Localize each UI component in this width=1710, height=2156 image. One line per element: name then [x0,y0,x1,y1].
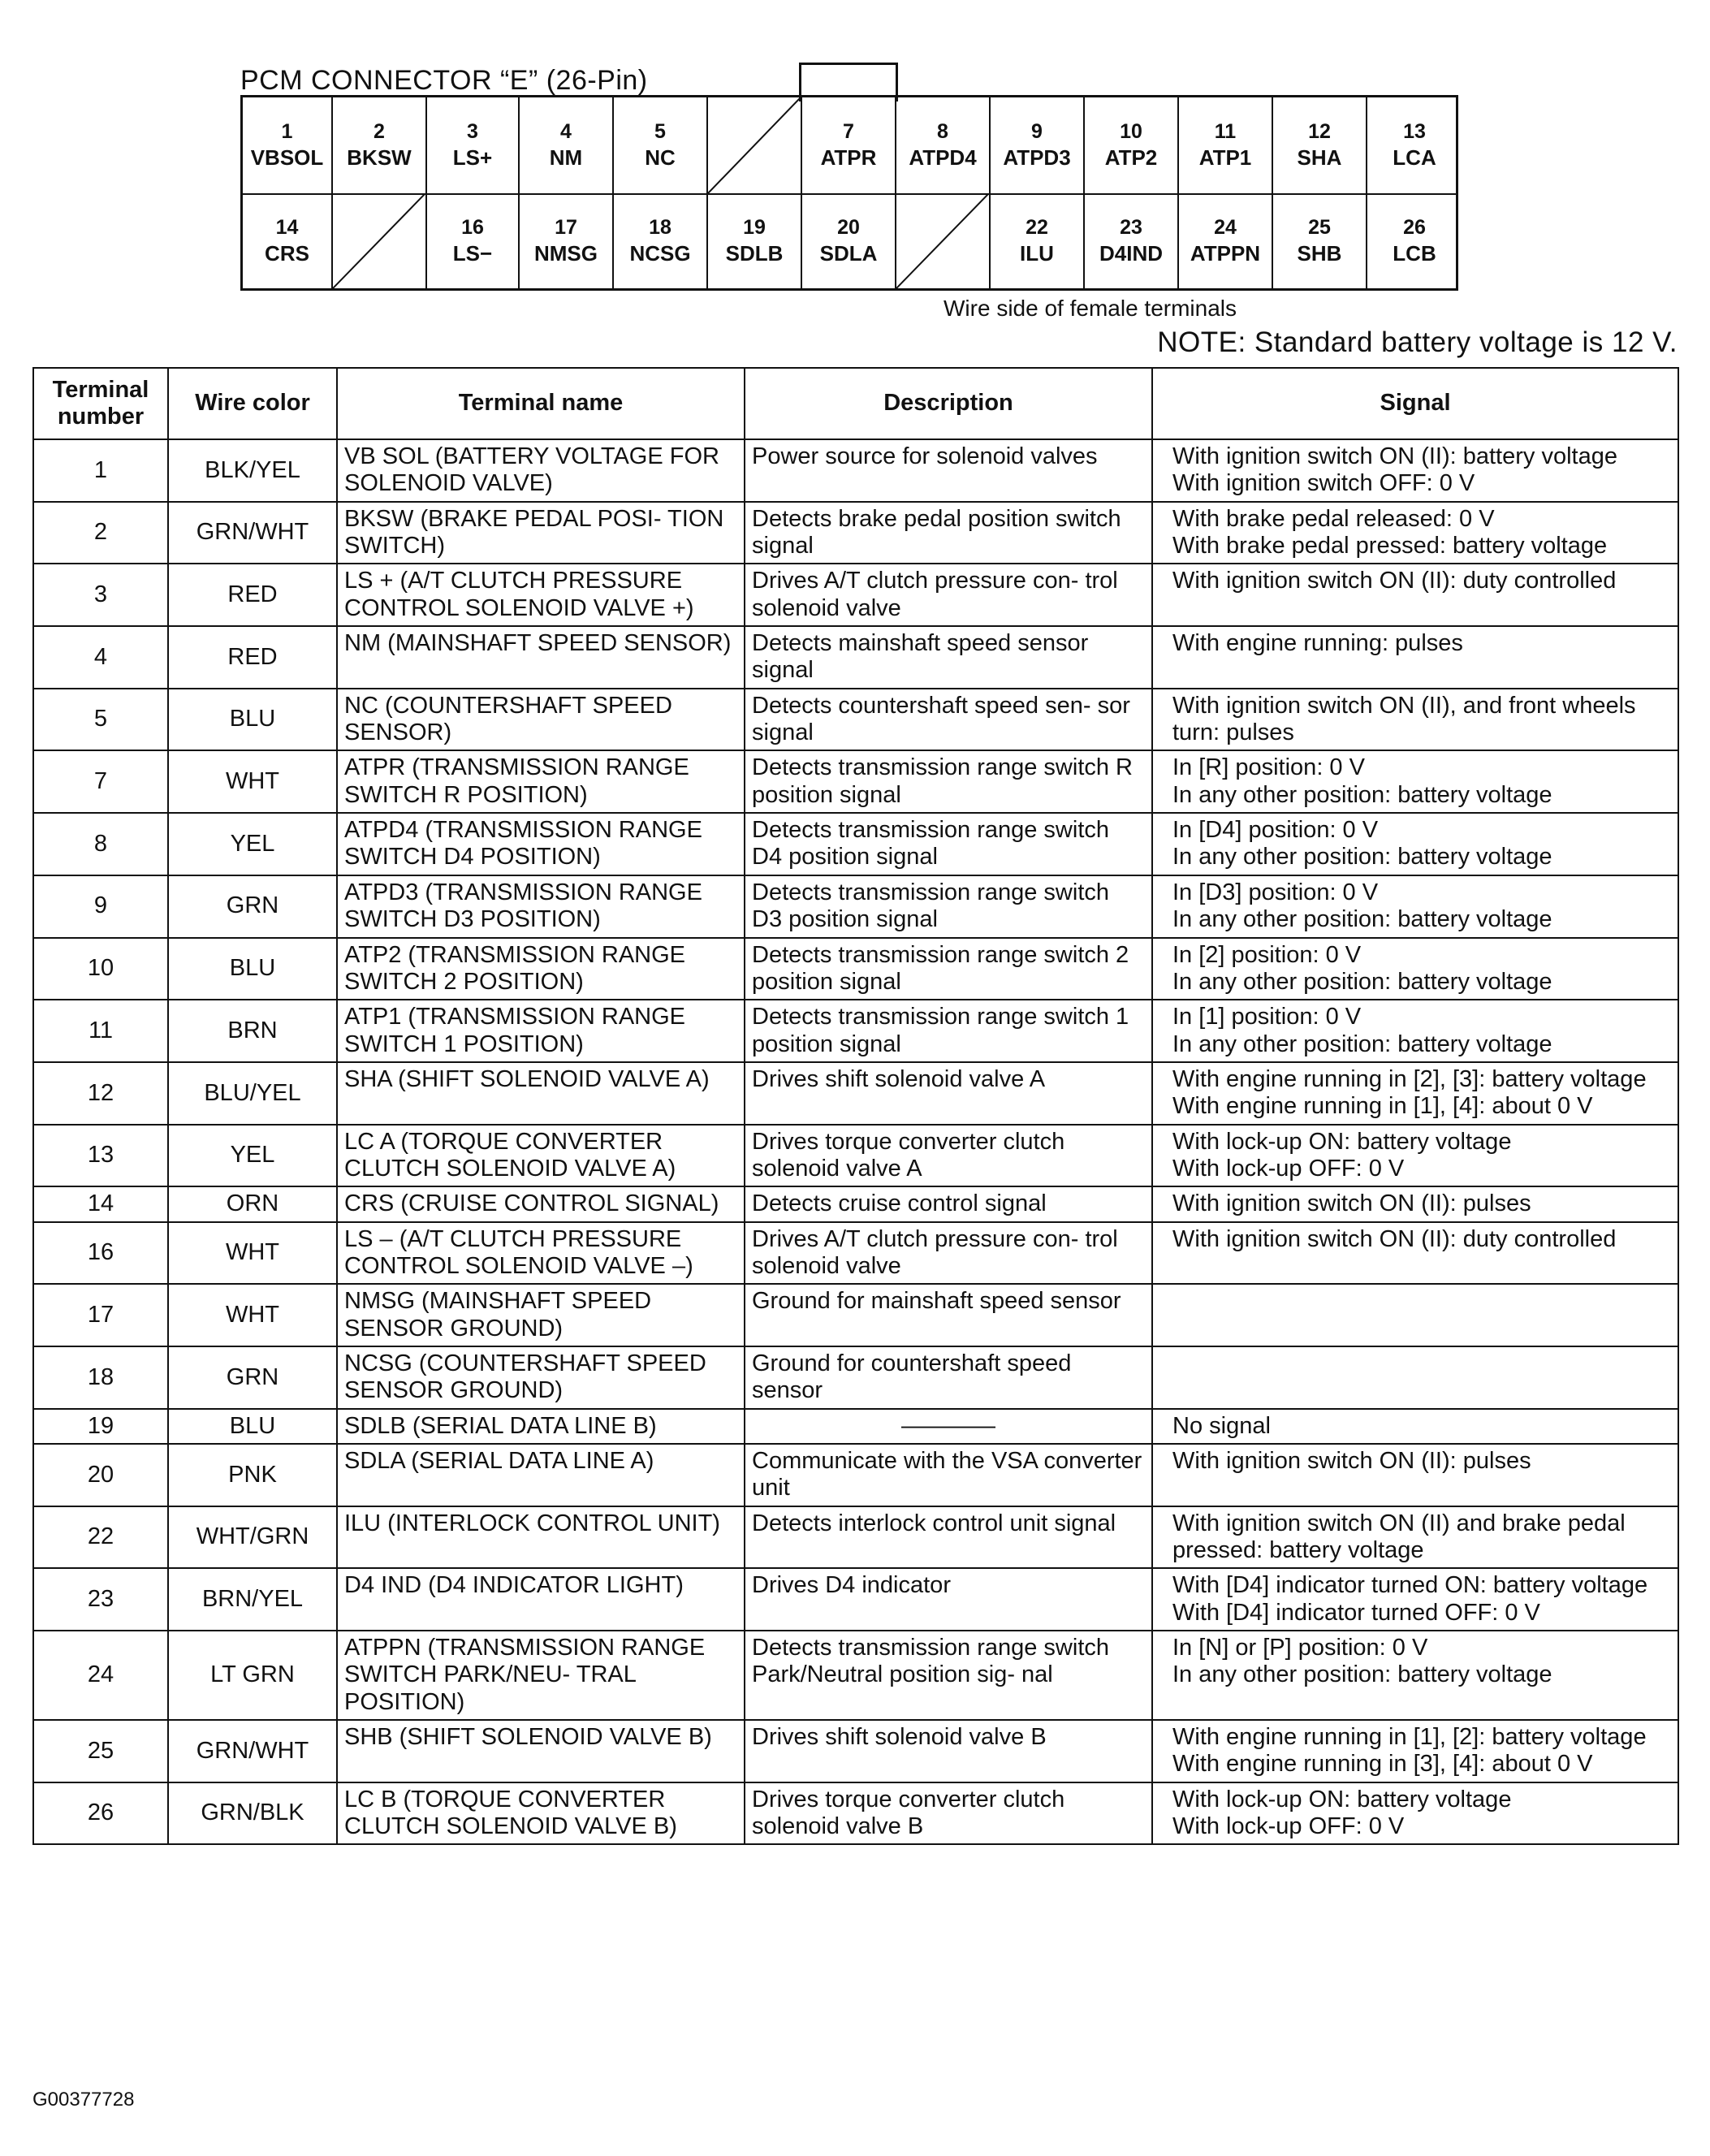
table-row [33,564,1678,626]
signal-line: With ignition switch ON (II) and brake pedal pressed: battery voltage [1172,1510,1626,1564]
connector-pin [1085,97,1179,193]
terminal-number-cell: 9 [33,875,168,938]
pin-number: 11 [1214,120,1237,144]
pin-number: 9 [1031,120,1043,144]
wire-color-cell: ORN [168,1186,337,1221]
signal-line: In [D4] position: 0 V [1172,817,1379,844]
terminal-number-cell: 7 [33,750,168,813]
signal-line: With ignition switch ON (II): pulses [1172,1190,1531,1217]
description-text: Detects transmission range switch D4 position signal [752,817,1109,871]
header-wire-color: Wire color [168,368,337,439]
table-row [33,1782,1678,1845]
description-cell [745,1000,1152,1062]
description-cell [745,1284,1152,1346]
description-cell [745,1506,1152,1569]
pin-label: ATPD3 [1003,145,1071,171]
description-cell [745,1346,1152,1409]
signal-cell [1152,689,1678,751]
connector-pin [1273,193,1367,288]
signal-line: In any other position: battery voltage [1172,1661,1552,1688]
wire-color-cell: YEL [168,813,337,875]
terminal-name-cell: NM (MAINSHAFT SPEED SENSOR) [337,626,745,689]
table-row [33,439,1678,502]
terminal-number-cell: 13 [33,1125,168,1187]
signal-line: In [1] position: 0 V [1172,1004,1362,1030]
description-text: Drives A/T clutch pressure con- trol solenoid valve [752,1225,1118,1279]
wire-color-cell: GRN/BLK [168,1782,337,1845]
pin-label: NCSG [629,240,691,266]
description-text: Detects interlock control unit signal [752,1510,1116,1536]
description-text: Ground for countershaft speed sensor [752,1350,1072,1404]
terminal-name-cell: LC B (TORQUE CONVERTER CLUTCH SOLENOID VALVE B) [337,1782,745,1845]
wire-color-cell: GRN/WHT [168,502,337,564]
terminal-name-cell: SDLA (SERIAL DATA LINE A) [337,1444,745,1506]
description-cell [745,750,1152,813]
description-cell [745,1720,1152,1782]
terminal-number-cell: 3 [33,564,168,626]
description-cell [745,1568,1152,1631]
connector-pin [1179,97,1273,193]
signal-cell [1152,1409,1678,1444]
wire-color-cell: BLU [168,689,337,751]
pin-number: 20 [837,215,860,239]
signal-line: With [D4] indicator turned ON: battery voltage [1172,1572,1648,1599]
empty-pin-slot [708,97,802,193]
pin-label: SHA [1297,145,1342,171]
wire-color-cell: RED [168,564,337,626]
table-row [33,1222,1678,1285]
signal-line: With engine running in [3], [4]: about 0 V [1172,1751,1593,1778]
connector-diagram [240,95,1458,291]
pin-label: CRS [265,240,309,266]
signal-cell [1152,1186,1678,1221]
description-cell [745,875,1152,938]
connector-pin [802,193,896,288]
terminal-number-cell: 16 [33,1222,168,1285]
pin-label: VBSOL [250,145,324,171]
wire-color-cell: WHT/GRN [168,1506,337,1569]
signal-cell [1152,439,1678,502]
pin-number: 19 [743,215,766,239]
connector-pin [708,193,802,288]
terminal-number-cell: 4 [33,626,168,689]
signal-cell [1152,813,1678,875]
table-row [33,1186,1678,1221]
description-cell [745,564,1152,626]
signal-line: With lock-up ON: battery voltage [1172,1128,1512,1155]
wire-color-cell: WHT [168,1222,337,1285]
description-text: Drives shift solenoid valve A [752,1065,1046,1092]
description-text: Drives D4 indicator [752,1572,951,1599]
terminal-table [32,367,1679,1845]
table-row [33,1062,1678,1125]
signal-cell [1152,1782,1678,1845]
terminal-number-cell: 14 [33,1186,168,1221]
description-text: Ground for mainshaft speed sensor [752,1288,1121,1315]
table-row [33,626,1678,689]
pin-number: 17 [555,215,577,239]
connector-pin [1367,193,1462,288]
signal-cell [1152,1222,1678,1285]
description-text: Communicate with the VSA converter unit [752,1448,1142,1501]
pin-number: 14 [275,215,299,239]
pin-label: D4IND [1099,240,1163,266]
terminal-number-cell: 24 [33,1631,168,1720]
table-row [33,750,1678,813]
description-text: Detects mainshaft speed sensor signal [752,630,1089,684]
signal-line: With lock-up OFF: 0 V [1172,1155,1405,1182]
connector-pin [243,193,333,288]
table-row [33,1000,1678,1062]
wire-color-cell: GRN [168,875,337,938]
wire-color-cell: RED [168,626,337,689]
signal-cell [1152,626,1678,689]
table-header-row [33,368,1678,439]
pin-label: SDLA [819,240,878,266]
description-text: Drives shift solenoid valve B [752,1724,1047,1751]
description-text: Detects cruise control signal [752,1190,1047,1217]
signal-line: With ignition switch ON (II), and front wheels turn: pulses [1172,692,1636,746]
pin-label: ATPR [820,145,877,171]
pin-label: ATPPN [1190,240,1261,266]
signal-cell [1152,1062,1678,1125]
signal-cell [1152,1125,1678,1187]
connector-pin [520,193,614,288]
table-row [33,1125,1678,1187]
connector-pin [427,97,520,193]
description-cell [745,1444,1152,1506]
terminal-name-cell: LS + (A/T CLUTCH PRESSURE CONTROL SOLENOID VALVE +) [337,564,745,626]
signal-line: With ignition switch ON (II): pulses [1172,1448,1531,1474]
signal-cell [1152,938,1678,1000]
signal-line: In [D3] position: 0 V [1172,879,1379,905]
table-row [33,1444,1678,1506]
signal-line: In [2] position: 0 V [1172,941,1362,968]
connector-pin [991,193,1085,288]
pin-label: ATPD4 [909,145,977,171]
wire-color-cell: GRN [168,1346,337,1409]
table-row [33,1346,1678,1409]
description-text: Drives A/T clutch pressure con- trol solenoid valve [752,568,1118,621]
pin-number: 5 [654,120,666,144]
signal-line: In [R] position: 0 V [1172,754,1365,781]
terminal-name-cell: SDLB (SERIAL DATA LINE B) [337,1409,745,1444]
connector-title: PCM CONNECTOR “E” (26-Pin) [240,65,648,96]
pin-number: 3 [467,120,478,144]
table-row [33,502,1678,564]
wire-color-cell: BRN [168,1000,337,1062]
signal-line: In any other position: battery voltage [1172,906,1552,933]
terminal-number-cell: 23 [33,1568,168,1631]
table-row [33,1506,1678,1569]
signal-cell [1152,1444,1678,1506]
header-description: Description [745,368,1152,439]
connector-pin [1367,97,1462,193]
connector-pin [1179,193,1273,288]
table-row [33,938,1678,1000]
wire-color-cell: BLU/YEL [168,1062,337,1125]
signal-cell [1152,1568,1678,1631]
signal-line: With lock-up ON: battery voltage [1172,1786,1512,1813]
description-text: Drives torque converter clutch solenoid valve A [752,1128,1065,1182]
description-cell [745,813,1152,875]
description-text: Detects transmission range switch Park/Neutral position sig- nal [752,1635,1109,1688]
battery-voltage-note: NOTE: Standard battery voltage is 12 V. [1157,326,1678,358]
pin-number: 2 [374,120,385,144]
terminal-number-cell: 10 [33,938,168,1000]
description-cell [745,439,1152,502]
description-cell [745,938,1152,1000]
terminal-name-cell: NC (COUNTERSHAFT SPEED SENSOR) [337,689,745,751]
terminal-name-cell: CRS (CRUISE CONTROL SIGNAL) [337,1186,745,1221]
signal-cell [1152,1346,1678,1409]
connector-pin [333,97,427,193]
description-text: Detects transmission range switch 1 position signal [752,1004,1129,1057]
pin-number: 7 [843,120,854,144]
terminal-name-cell: D4 IND (D4 INDICATOR LIGHT) [337,1568,745,1631]
signal-line: In any other position: battery voltage [1172,968,1552,995]
description-cell [745,626,1152,689]
pin-label: ATP2 [1104,145,1158,171]
table-row [33,1409,1678,1444]
terminal-number-cell: 8 [33,813,168,875]
figure-code: G00377728 [32,2089,135,2111]
terminal-name-cell: ILU (INTERLOCK CONTROL UNIT) [337,1506,745,1569]
signal-cell [1152,1720,1678,1782]
signal-line: With lock-up OFF: 0 V [1172,1813,1405,1840]
table-row [33,689,1678,751]
signal-cell [1152,1000,1678,1062]
empty-pin-slot [333,193,427,288]
pin-number: 24 [1214,215,1237,239]
description-cell [745,1782,1152,1845]
signal-line: With engine running in [2], [3]: battery voltage [1172,1065,1647,1092]
wire-color-cell: GRN/WHT [168,1720,337,1782]
pin-number: 4 [560,120,572,144]
connector-pin [520,97,614,193]
description-cell [745,1186,1152,1221]
header-signal: Signal [1152,368,1678,439]
pin-label: LS+ [452,145,493,171]
description-text: Detects transmission range switch R position signal [752,754,1133,808]
table-row [33,1284,1678,1346]
pin-number: 23 [1120,215,1142,239]
terminal-name-cell: ATP1 (TRANSMISSION RANGE SWITCH 1 POSITION) [337,1000,745,1062]
table-row [33,813,1678,875]
terminal-name-cell: ATPPN (TRANSMISSION RANGE SWITCH PARK/NEU- TRAL POSITION) [337,1631,745,1720]
terminal-name-cell: NMSG (MAINSHAFT SPEED SENSOR GROUND) [337,1284,745,1346]
signal-line: With ignition switch OFF: 0 V [1172,470,1475,497]
terminal-name-cell: LC A (TORQUE CONVERTER CLUTCH SOLENOID VALVE A) [337,1125,745,1187]
pin-number: 8 [937,120,948,144]
description-text: Detects countershaft speed sen- sor signal [752,692,1130,746]
signal-line: In any other position: battery voltage [1172,781,1552,808]
signal-line: With ignition switch ON (II): battery voltage [1172,443,1617,469]
description-cell [745,1409,1152,1444]
terminal-number-cell: 12 [33,1062,168,1125]
header-terminal-number: Terminal number [33,368,168,439]
connector-pin [802,97,896,193]
wire-color-cell: LT GRN [168,1631,337,1720]
table-row [33,1720,1678,1782]
signal-line: In any other position: battery voltage [1172,844,1552,871]
wire-color-cell: BLU [168,938,337,1000]
connector-pin [614,97,708,193]
description-cell [745,1062,1152,1125]
pin-label: NM [549,145,583,171]
pin-number: 26 [1403,215,1426,239]
terminal-number-cell: 20 [33,1444,168,1506]
table-row [33,1568,1678,1631]
terminal-number-cell: 11 [33,1000,168,1062]
pin-label: SDLB [725,240,784,266]
signal-line: In [N] or [P] position: 0 V [1172,1635,1428,1661]
connector-pin [1085,193,1179,288]
description-cell [745,689,1152,751]
pin-label: BKSW [347,145,412,171]
signal-line: In any other position: battery voltage [1172,1030,1552,1057]
terminal-name-cell: ATPR (TRANSMISSION RANGE SWITCH R POSITION) [337,750,745,813]
description-cell [745,502,1152,564]
terminal-name-cell: ATPD3 (TRANSMISSION RANGE SWITCH D3 POSITION) [337,875,745,938]
connector-pin [991,97,1085,193]
signal-cell [1152,564,1678,626]
pin-label: NC [645,145,676,171]
terminal-number-cell: 5 [33,689,168,751]
wire-color-cell: BLU [168,1409,337,1444]
signal-cell [1152,750,1678,813]
pin-label: NMSG [534,240,598,266]
terminal-name-cell: VB SOL (BATTERY VOLTAGE FOR SOLENOID VALVE) [337,439,745,502]
signal-line: With brake pedal released: 0 V [1172,505,1495,532]
connector-pin [614,193,708,288]
terminal-name-cell: SHB (SHIFT SOLENOID VALVE B) [337,1720,745,1782]
terminal-name-cell: NCSG (COUNTERSHAFT SPEED SENSOR GROUND) [337,1346,745,1409]
description-cell [745,1125,1152,1187]
signal-line: With ignition switch ON (II): duty controlled [1172,1225,1617,1252]
pin-number: 13 [1403,120,1426,144]
terminal-number-cell: 22 [33,1506,168,1569]
pin-label: LCA [1393,145,1436,171]
signal-line: With ignition switch ON (II): duty controlled [1172,568,1617,594]
table-row [33,875,1678,938]
description-text: Detects transmission range switch D3 position signal [752,879,1109,933]
pin-number: 10 [1120,120,1142,144]
wire-color-cell: BRN/YEL [168,1568,337,1631]
pin-label: ILU [1020,240,1054,266]
terminal-name-cell: LS – (A/T CLUTCH PRESSURE CONTROL SOLENOID VALVE –) [337,1222,745,1285]
description-cell [745,1631,1152,1720]
wire-color-cell: PNK [168,1444,337,1506]
connector-pin [243,97,333,193]
pin-number: 1 [281,120,293,144]
pin-label: LCB [1393,240,1436,266]
terminal-name-cell: SHA (SHIFT SOLENOID VALVE A) [337,1062,745,1125]
empty-pin-slot [896,193,991,288]
table-row [33,1631,1678,1720]
signal-cell [1152,1631,1678,1720]
signal-cell [1152,875,1678,938]
header-terminal-name: Terminal name [337,368,745,439]
terminal-number-cell: 25 [33,1720,168,1782]
pin-label: ATP1 [1198,145,1252,171]
description-text: Detects transmission range switch 2 position signal [752,941,1129,995]
terminal-number-cell: 26 [33,1782,168,1845]
connector-pin [427,193,520,288]
terminal-name-cell: ATP2 (TRANSMISSION RANGE SWITCH 2 POSITION) [337,938,745,1000]
pin-number: 12 [1308,120,1331,144]
terminal-name-cell: ATPD4 (TRANSMISSION RANGE SWITCH D4 POSITION) [337,813,745,875]
description-text: Drives torque converter clutch solenoid valve B [752,1786,1065,1840]
signal-cell [1152,1506,1678,1569]
table-body [33,439,1678,1844]
pin-label: LS− [452,240,493,266]
connector-pin [1273,97,1367,193]
signal-line: With engine running in [1], [2]: battery voltage [1172,1724,1647,1751]
wire-color-cell: WHT [168,750,337,813]
description-text: ———— [901,1412,995,1439]
connector-pin [896,97,991,193]
signal-line: With [D4] indicator turned OFF: 0 V [1172,1599,1540,1626]
terminal-number-cell: 19 [33,1409,168,1444]
wire-side-caption: Wire side of female terminals [944,296,1237,321]
pin-number: 22 [1026,215,1048,239]
terminal-number-cell: 1 [33,439,168,502]
wire-color-cell: WHT [168,1284,337,1346]
terminal-number-cell: 18 [33,1346,168,1409]
signal-cell [1152,502,1678,564]
description-text: Detects brake pedal position switch signal [752,505,1121,560]
pin-number: 16 [461,215,484,239]
description-text: Power source for solenoid valves [752,443,1098,469]
signal-line: With engine running: pulses [1172,630,1463,657]
terminal-number-cell: 17 [33,1284,168,1346]
pin-number: 25 [1308,215,1331,239]
terminal-number-cell: 2 [33,502,168,564]
wire-color-cell: BLK/YEL [168,439,337,502]
description-cell [745,1222,1152,1285]
pin-number: 18 [649,215,671,239]
wire-color-cell: YEL [168,1125,337,1187]
terminal-name-cell: BKSW (BRAKE PEDAL POSI- TION SWITCH) [337,502,745,564]
signal-line: With engine running in [1], [4]: about 0 V [1172,1093,1593,1120]
signal-cell [1152,1284,1678,1346]
pin-label: SHB [1297,240,1342,266]
signal-line: No signal [1172,1412,1271,1439]
signal-line: With brake pedal pressed: battery voltage [1172,533,1608,560]
